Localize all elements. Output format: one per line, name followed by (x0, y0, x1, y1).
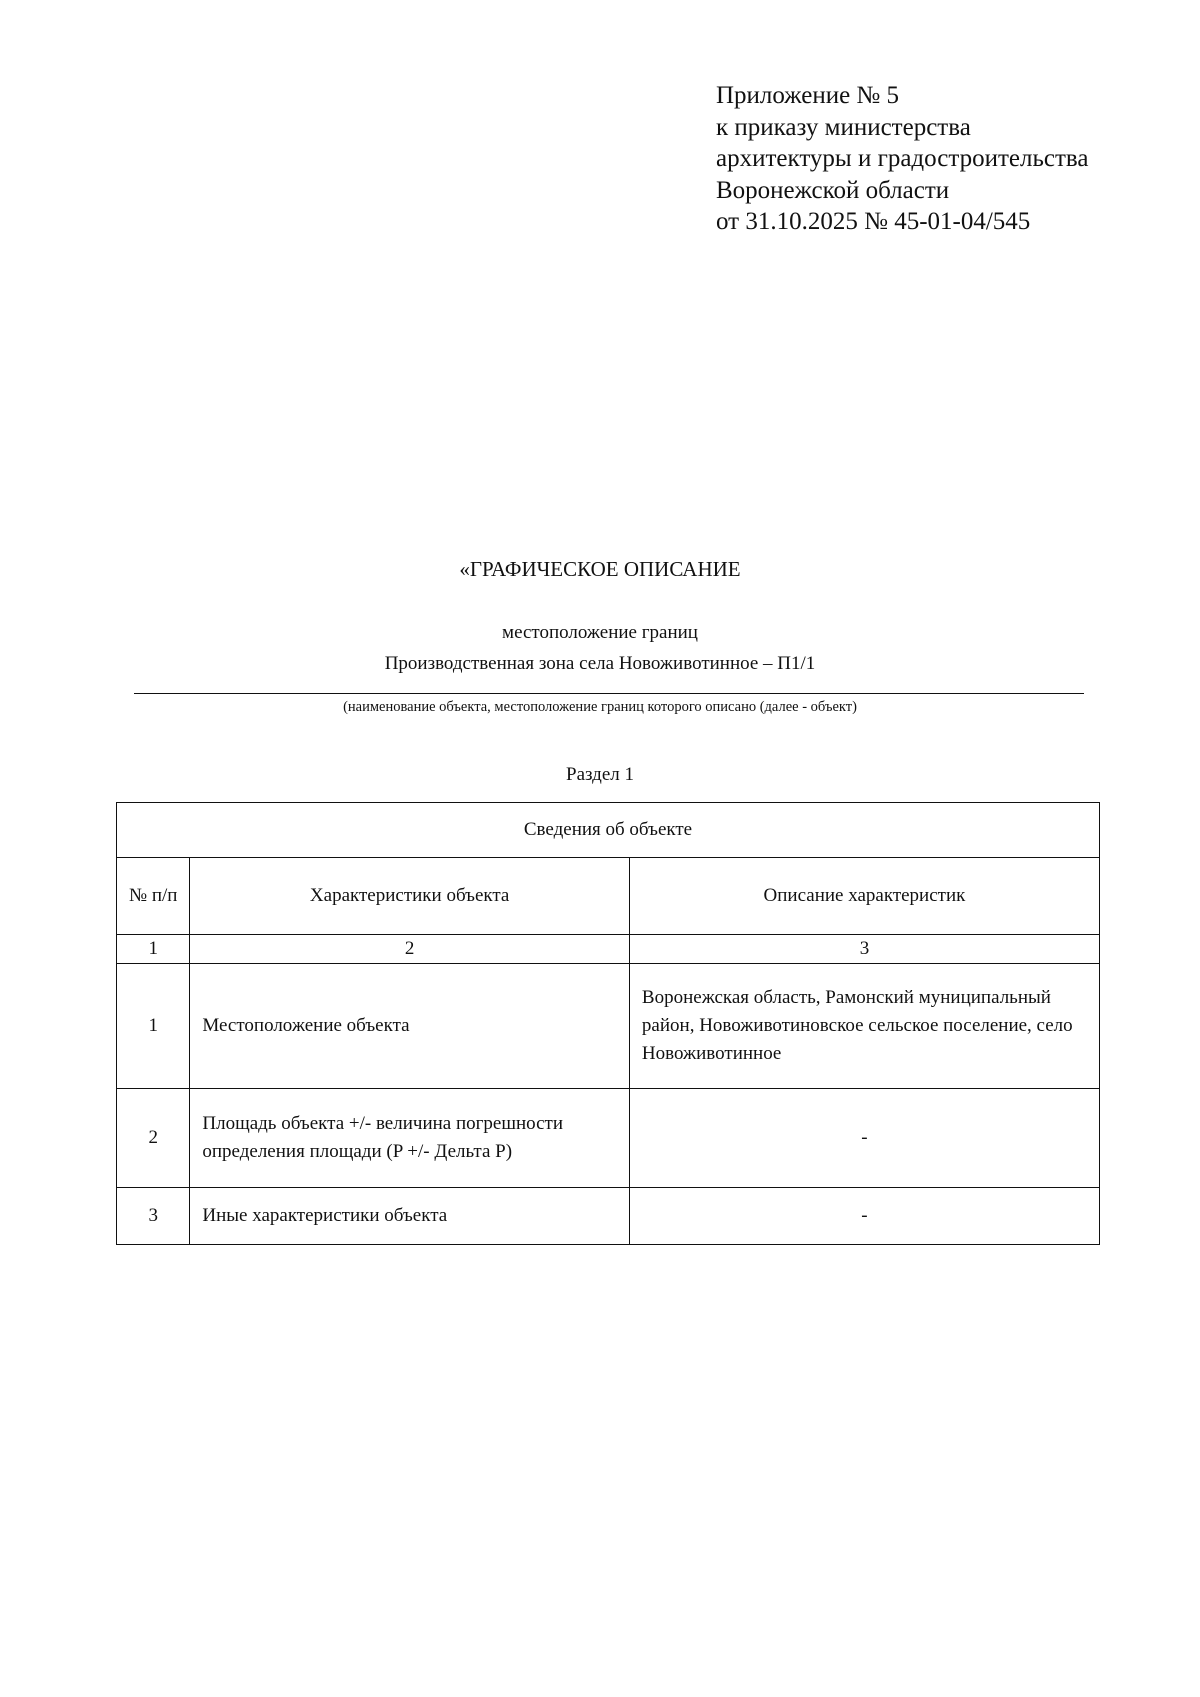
table-row (117, 1089, 1100, 1188)
object-info-table (116, 802, 1100, 1245)
header-characteristic: Характеристики объекта (190, 858, 630, 935)
row-characteristic: Местоположение объекта (190, 964, 630, 1089)
row-num: 1 (117, 964, 190, 1089)
appendix-header (716, 80, 1176, 238)
row-description: Воронежская область, Рамонский муниципальный район, Новоживотиновское сельское поселение, село Новоживотинное (629, 964, 1099, 1089)
appendix-line: Воронежской области (716, 176, 950, 204)
object-name-underline (134, 693, 1084, 694)
index-cell: 1 (117, 935, 190, 964)
subtitle-line: местоположение границ (502, 622, 698, 643)
table-row (117, 964, 1100, 1089)
appendix-line: к приказу министерства (716, 113, 971, 141)
table-row (117, 1188, 1100, 1245)
index-cell: 3 (629, 935, 1099, 964)
appendix-line: от 31.10.2025 № 45-01-04/545 (716, 208, 1031, 235)
table-header-row (117, 858, 1100, 935)
header-num: № п/п (117, 858, 190, 935)
header-description: Описание характеристик (629, 858, 1099, 935)
appendix-line: архитектуры и градостроительства (716, 145, 1089, 172)
object-name: Производственная зона села Новоживотинное – П1/1 (384, 653, 816, 674)
table-caption: Сведения об объекте (117, 803, 1100, 858)
row-description: - (629, 1089, 1099, 1188)
row-num: 3 (117, 1188, 190, 1245)
row-characteristic: Площадь объекта +/- величина погрешности определения площади (P +/- Дельта P) (190, 1089, 630, 1188)
document-subtitle (0, 617, 1200, 679)
table-index-row (117, 935, 1100, 964)
object-caption: (наименование объекта, местоположение границ которого описано (далее - объект) (343, 699, 857, 715)
appendix-line: Приложение № 5 (716, 82, 900, 109)
row-num: 2 (117, 1089, 190, 1188)
table-caption-row (117, 803, 1100, 858)
row-characteristic: Иные характеристики объекта (190, 1188, 630, 1245)
index-cell: 2 (190, 935, 630, 964)
document-title: «ГРАФИЧЕСКОЕ ОПИСАНИЕ (459, 557, 741, 581)
section-heading: Раздел 1 (566, 764, 634, 785)
row-description: - (629, 1188, 1099, 1245)
